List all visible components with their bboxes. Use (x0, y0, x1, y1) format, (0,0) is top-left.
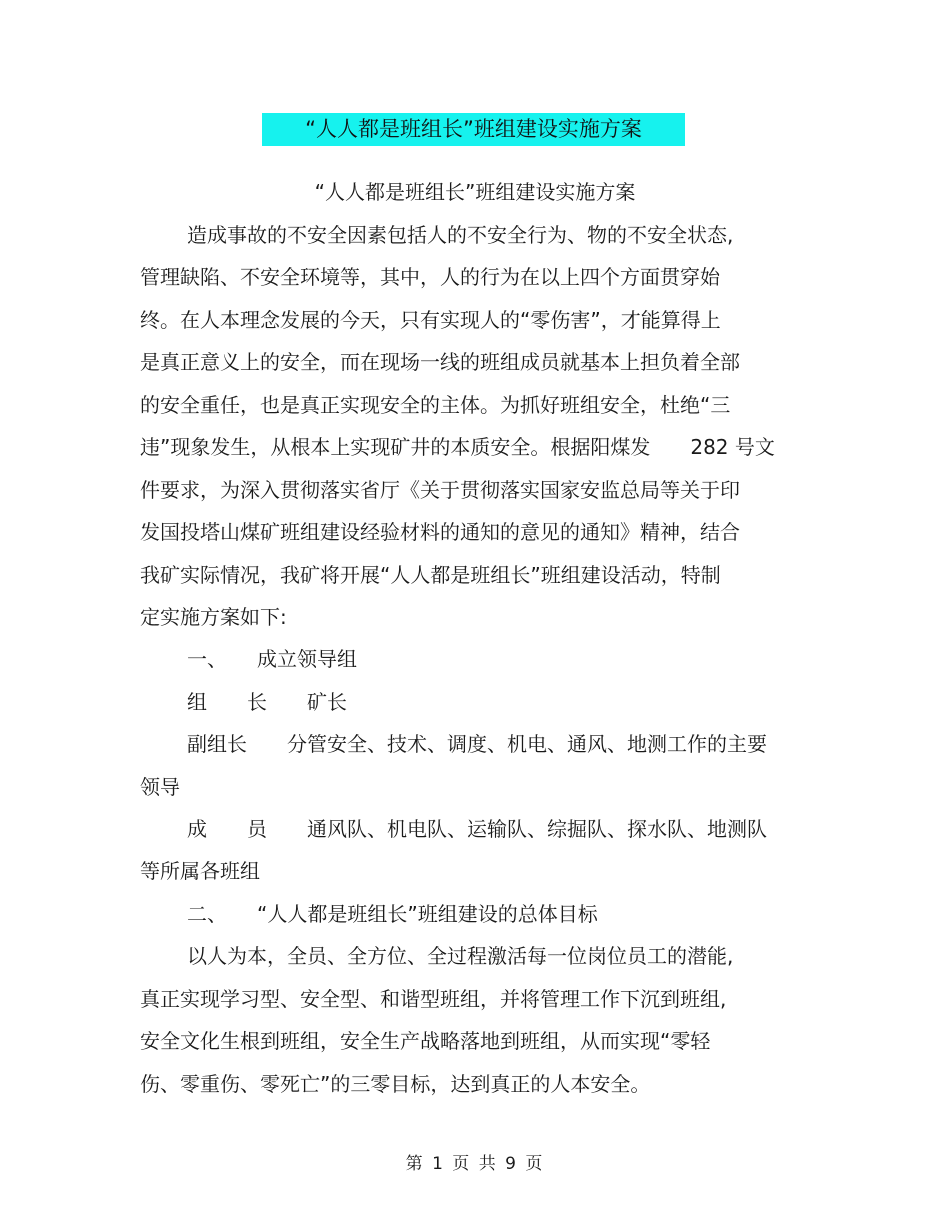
body-line: 造成事故的不安全因素包括人的不安全行为、物的不安全状态, (187, 223, 734, 247)
body-line: 副组长 分管安全、技术、调度、机电、通风、地测工作的主要 (187, 732, 767, 756)
body-line: 违”现象发生，从根本上实现矿井的本质安全。根据阳煤发 282 号文 (140, 435, 775, 459)
body-line: 定实施方案如下: (140, 605, 287, 629)
body-line: 是真正意义上的安全，而在现场一线的班组成员就基本上担负着全部 (140, 350, 740, 374)
section-heading: 一、 成立领导组 (187, 647, 357, 671)
document-title: “人人都是班组长”班组建设实施方案 (305, 117, 642, 141)
body-line: 发国投塔山煤矿班组建设经验材料的通知的意见的通知》精神，结合 (140, 520, 740, 544)
body-line: 真正实现学习型、安全型、和谐型班组，并将管理工作下沉到班组, (140, 987, 727, 1011)
body-line: 终。在人本理念发展的今天，只有实现人的“零伤害”，才能算得上 (140, 308, 721, 332)
document-subtitle: “人人都是班组长”班组建设实施方案 (314, 180, 636, 204)
body-line: 组 长 矿长 (187, 690, 347, 714)
body-line: 伤、零重伤、零死亡”的三零目标，达到真正的人本安全。 (140, 1072, 651, 1096)
page-footer: 第 1 页 共 9 页 (405, 1154, 545, 1174)
body-line: 等所属各班组 (140, 859, 260, 883)
section-heading: 二、 “人人都是班组长”班组建设的总体目标 (187, 902, 598, 926)
body-line: 件要求，为深入贯彻落实省厅《关于贯彻落实国家安监总局等关于印 (140, 478, 740, 502)
body-line: 以人为本，全员、全方位、全过程激活每一位岗位员工的潜能, (187, 944, 734, 968)
body-line: 安全文化生根到班组，安全生产战略落地到班组，从而实现“零轻 (140, 1029, 711, 1053)
body-line: 我矿实际情况，我矿将开展“人人都是班组长”班组建设活动，特制 (140, 563, 721, 587)
body-line: 成 员 通风队、机电队、运输队、综掘队、探水队、地测队 (187, 817, 767, 841)
body-line: 的安全重任，也是真正实现安全的主体。为抓好班组安全，杜绝“三 (140, 393, 731, 417)
body-line: 管理缺陷、不安全环境等，其中，人的行为在以上四个方面贯穿始 (140, 265, 720, 289)
body-line: 领导 (140, 775, 180, 799)
